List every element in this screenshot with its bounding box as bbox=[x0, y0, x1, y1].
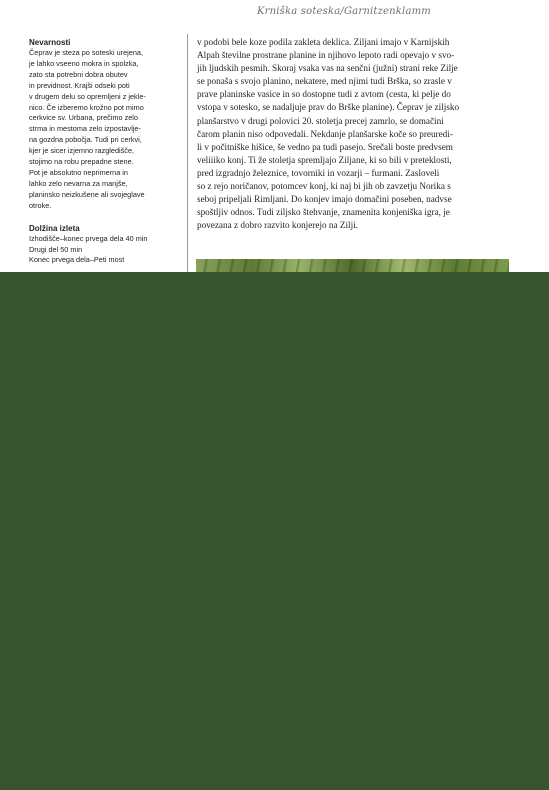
body-line: so z rejo noričanov, potomcev konj, ki naj bi jih ob zavzetju Norika s bbox=[197, 181, 451, 192]
body-line: v podobi bele koze podila zakleta deklica. Ziljani imajo v Karnijskih bbox=[197, 37, 450, 47]
dangers-line: in previdnost. Krajši odseki poti bbox=[29, 80, 130, 90]
body-line: se ponaša s svojo planino, nekatere, med njimi tudi Brška, so zrasle v bbox=[197, 76, 452, 87]
body-line: prave planinske vasice in so dostopne tudi z avtom (cesta, ki pelje do bbox=[197, 89, 451, 100]
dangers-line: je lahko vseeno mokra in spolzka, bbox=[29, 58, 139, 68]
dangers-line: Čeprav je steza po soteski urejena, bbox=[29, 48, 143, 57]
body-line: povezana z dobro razvito konjerejo na Zilji. bbox=[197, 220, 358, 231]
dangers-line: na gozdna pobočja. Tudi pri cerkvi, bbox=[29, 135, 142, 145]
duration-line: Izhodišče–konec prvega dela 40 min bbox=[29, 233, 148, 243]
sidebar-info-column bbox=[29, 37, 179, 266]
duration-line: Drugi del 50 min bbox=[29, 244, 83, 254]
green-overlay-panel bbox=[0, 272, 549, 790]
body-line: veliiiko konj. Ti že stoletja spremljajo Ziljane, ki so bili v preteklosti, bbox=[197, 154, 452, 165]
dangers-line: lahko zelo nevarna za manjše, bbox=[29, 178, 128, 188]
body-line: Alpah številne prostrane planine in njihovo lepoto radi opevajo v svo- bbox=[197, 50, 455, 61]
section-spacer bbox=[29, 212, 179, 223]
body-line: čarom planin niso odpovedali. Nekdanje planšarske koče so preuredi- bbox=[197, 128, 453, 139]
dangers-line: v drugem delu so opremljeni z jekle- bbox=[29, 91, 146, 101]
body-line: jih ljudskih pesmih. Skoraj vsaka vas na senčni (južni) strani reke Zilje bbox=[197, 63, 458, 74]
dangers-line: otroke. bbox=[29, 200, 52, 210]
body-line: li v počitniške hišice, še vedno pa tudi pasejo. Srečali boste predvsem bbox=[197, 141, 453, 152]
dangers-line: kjer je sicer izjemno razgledišče, bbox=[29, 146, 135, 156]
body-line: pred izgradnjo železnice, tovorniki in vozarji – furmani. Zasloveli bbox=[197, 167, 440, 178]
body-line: vstopa v sotesko, se nadaljuje prav do Brške planine). Čeprav je ziljsko bbox=[197, 102, 460, 113]
main-text-column bbox=[197, 36, 513, 232]
body-line: planšarstvo v drugi polovici 20. stoletja precej zamrlo, se domačini bbox=[197, 115, 444, 126]
dangers-line: Pot je absolutno neprimerna in bbox=[29, 167, 128, 177]
dangers-line: nico. Če izberemo krožno pot mimo bbox=[29, 102, 144, 112]
dangers-line: zato sta potrebni dobra obutev bbox=[29, 69, 128, 79]
dangers-line: strma in mestoma zelo izpostavlje- bbox=[29, 124, 141, 134]
running-header-title: Krniška soteska/Garnitzenklamm bbox=[256, 6, 431, 17]
duration-line: Konec prvega dela–Peti most bbox=[29, 255, 125, 265]
column-divider bbox=[187, 34, 188, 277]
dangers-line: planinsko neizkušene ali svojeglave bbox=[29, 189, 145, 199]
dangers-line: stojimo na robu prepadne stene. bbox=[29, 157, 134, 167]
body-line: seboj pripeljali Rimljani. Do konjev imajo domačini poseben, nadvse bbox=[197, 194, 452, 205]
duration-heading: Dolžina izleta bbox=[29, 223, 80, 233]
body-line: spoštljiv odnos. Tudi ziljsko štehvanje, znamenita konjeniška igra, je bbox=[197, 207, 450, 218]
dangers-heading: Nevarnosti bbox=[29, 38, 71, 47]
dangers-line: cerkvice sv. Urbana, prečimo zelo bbox=[29, 113, 138, 123]
